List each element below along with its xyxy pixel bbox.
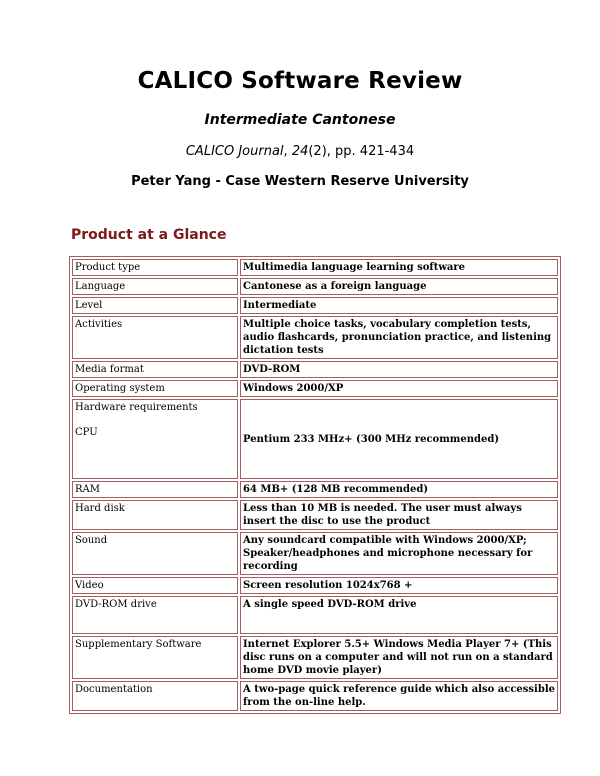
table-row — [72, 399, 558, 479]
row-value: Pentium 233 MHz+ (300 MHz recommended) — [240, 399, 558, 479]
page-title: CALICO Software Review — [137, 68, 463, 94]
citation-pages: (2), pp. 421-434 — [308, 144, 415, 159]
row-label: Documentation — [72, 681, 238, 711]
row-label-group — [72, 399, 238, 479]
row-label: Operating system — [72, 380, 238, 397]
table-row — [72, 577, 558, 594]
row-value: Multiple choice tasks, vocabulary completion tests, audio flashcards, pronunciation practice, and listening dictation tests — [240, 316, 558, 359]
table-row — [72, 481, 558, 498]
row-value: Screen resolution 1024x768 + — [240, 577, 558, 594]
table-row — [72, 596, 558, 634]
product-glance-table — [69, 256, 561, 714]
table-row — [72, 297, 558, 314]
product-name: Intermediate Cantonese — [204, 112, 396, 128]
row-value: Multimedia language learning software — [240, 259, 558, 276]
table-row — [72, 532, 558, 575]
row-label: Video — [72, 577, 238, 594]
row-value: A two-page quick reference guide which also accessible from the on-line help. — [240, 681, 558, 711]
row-label: Media format — [72, 361, 238, 378]
table-row — [72, 681, 558, 711]
author-line: Peter Yang - Case Western Reserve University — [131, 174, 469, 189]
citation-volume: 24 — [291, 144, 309, 159]
row-label: Product type — [72, 259, 238, 276]
row-value: DVD-ROM — [240, 361, 558, 378]
table-row — [72, 278, 558, 295]
table-row — [72, 259, 558, 276]
row-label: Hard disk — [72, 500, 238, 530]
row-label: Supplementary Software — [72, 636, 238, 679]
row-value: Cantonese as a foreign language — [240, 278, 558, 295]
table-row — [72, 380, 558, 397]
row-label: Language — [72, 278, 238, 295]
row-label: Sound — [72, 532, 238, 575]
row-value: Windows 2000/XP — [240, 380, 558, 397]
row-value: Intermediate — [240, 297, 558, 314]
row-label: RAM — [72, 481, 238, 498]
citation-journal: CALICO Journal — [185, 144, 284, 159]
row-value: Any soundcard compatible with Windows 2000/XP; Speaker/headphones and microphone necessary for recording — [240, 532, 558, 575]
row-value: Less than 10 MB is needed. The user must always insert the disc to use the product — [240, 500, 558, 530]
row-sublabel: CPU — [75, 427, 98, 438]
table-row — [72, 636, 558, 679]
citation-separator: , — [283, 144, 292, 159]
row-label: Hardware requirements — [75, 402, 198, 413]
row-value: 64 MB+ (128 MB recommended) — [240, 481, 558, 498]
table-row — [72, 316, 558, 359]
table-row — [72, 500, 558, 530]
row-label: DVD-ROM drive — [72, 596, 238, 634]
row-value: Internet Explorer 5.5+ Windows Media Player 7+ (This disc runs on a computer and will not run on a standard home DVD movie player) — [240, 636, 558, 679]
table-row — [72, 361, 558, 378]
row-label: Level — [72, 297, 238, 314]
section-heading: Product at a Glance — [71, 227, 227, 243]
row-label: Activities — [72, 316, 238, 359]
citation — [0, 144, 600, 159]
row-value: A single speed DVD-ROM drive — [240, 596, 558, 634]
